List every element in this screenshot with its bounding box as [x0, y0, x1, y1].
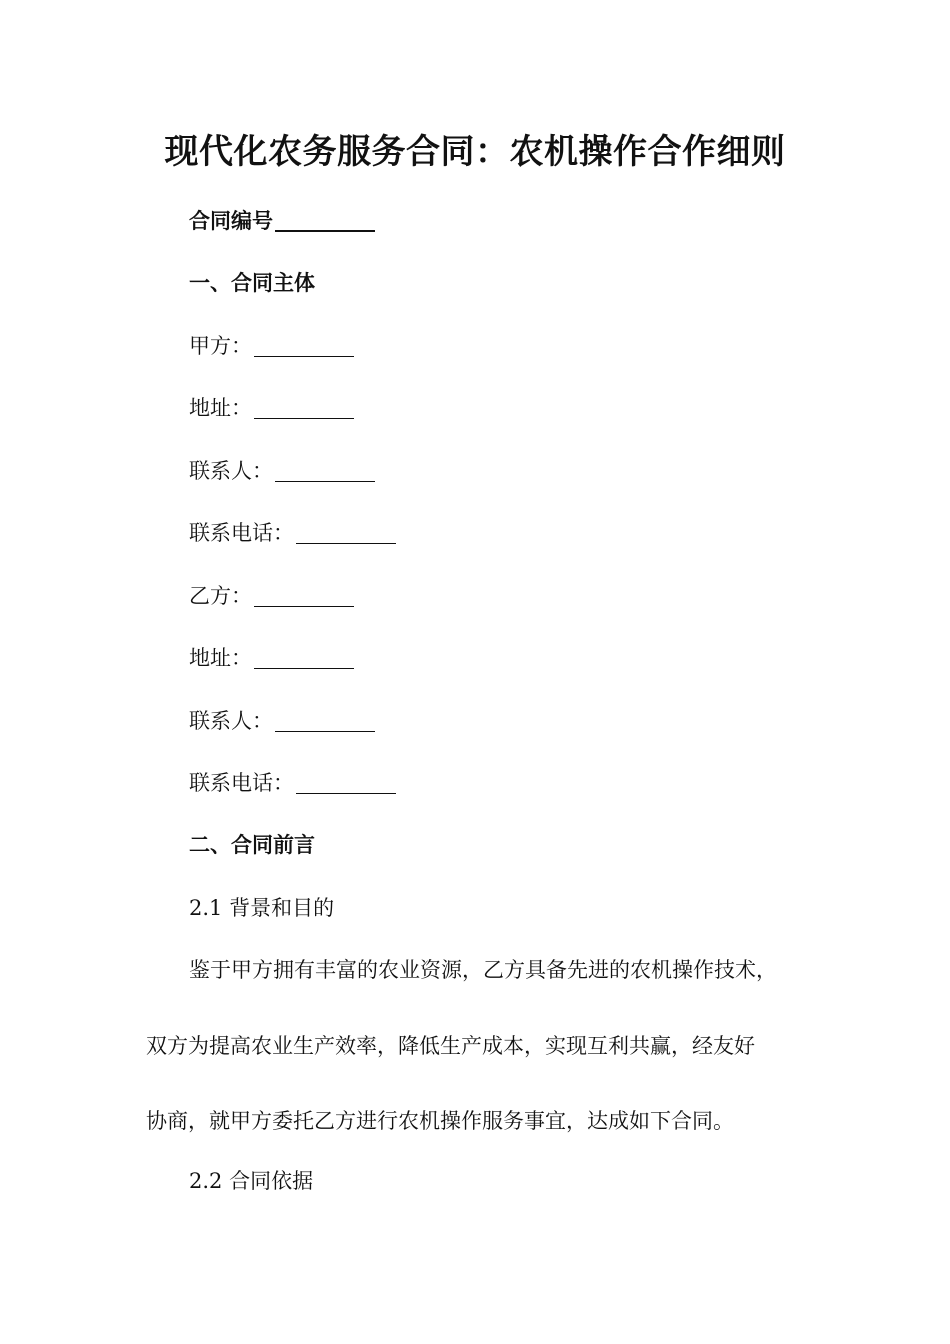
- party-b-label: 乙方：: [189, 584, 252, 608]
- party-a-label: 甲方：: [189, 334, 252, 358]
- party-b-address-blank[interactable]: [254, 644, 354, 669]
- party-a-contact-label: 联系人：: [189, 459, 273, 483]
- party-b-blank[interactable]: [254, 582, 354, 607]
- party-b-address-line: [189, 643, 354, 673]
- party-b-address-label: 地址：: [189, 646, 252, 670]
- paragraph-line: 双方为提高农业生产效率，降低生产成本，实现互利共赢，经友好: [146, 1034, 755, 1058]
- party-b-contact-line: [189, 706, 375, 736]
- party-b-contact-label: 联系人：: [189, 709, 273, 733]
- party-a-phone-label: 联系电话：: [189, 521, 294, 545]
- party-a-phone-line: [189, 518, 396, 548]
- party-a-line: [189, 331, 354, 361]
- party-b-phone-label: 联系电话：: [189, 771, 294, 795]
- party-a-contact-line: [189, 456, 375, 486]
- section-1-heading: 一、合同主体: [189, 271, 315, 295]
- party-a-address-blank[interactable]: [254, 394, 354, 419]
- party-b-contact-blank[interactable]: [275, 707, 375, 732]
- subsection-2-2-heading: 2.2 合同依据: [189, 1169, 314, 1193]
- party-a-contact-blank[interactable]: [275, 457, 375, 482]
- party-b-line: [189, 581, 354, 611]
- party-a-phone-blank[interactable]: [296, 519, 396, 544]
- contract-number-line: [189, 206, 375, 236]
- subsection-2-1-heading: 2.1 背景和目的: [189, 896, 335, 920]
- paragraph-line: 协商，就甲方委托乙方进行农机操作服务事宜，达成如下合同。: [146, 1109, 734, 1133]
- contract-number-label: 合同编号: [189, 209, 273, 233]
- paragraph-line: 鉴于甲方拥有丰富的农业资源，乙方具备先进的农机操作技术，: [189, 958, 777, 982]
- party-b-phone-line: [189, 768, 396, 798]
- section-2-heading: 二、合同前言: [189, 833, 315, 857]
- party-a-address-line: [189, 393, 354, 423]
- document-title: 现代化农务服务合同：农机操作合作细则: [164, 132, 786, 172]
- contract-number-blank[interactable]: [275, 206, 375, 232]
- party-b-phone-blank[interactable]: [296, 769, 396, 794]
- party-a-blank[interactable]: [254, 332, 354, 357]
- party-a-address-label: 地址：: [189, 396, 252, 420]
